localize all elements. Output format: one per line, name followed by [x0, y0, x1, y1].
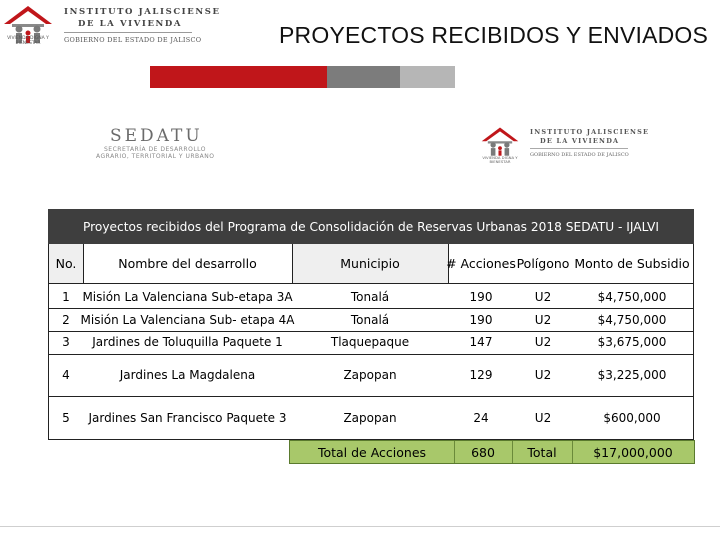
total-poligono: Total [527, 444, 557, 460]
ijalvi-line-2: DE LA VIVIENDA [540, 137, 620, 145]
ijalvi-government: GOBIERNO DEL ESTADO DE JALISCO [530, 152, 629, 158]
row-1-municipio: Tonalá [350, 290, 390, 304]
ijalvi-line-1: INSTITUTO JALISCIENSE [530, 128, 650, 136]
row-1-poligono: U2 [534, 290, 552, 304]
ijalvi-logo-header [0, 0, 221, 50]
header-divider [49, 283, 693, 284]
sedatu-subtitle-2: AGRARIO, TERRITORIAL Y URBANO [96, 153, 215, 160]
row-4-name: Jardines La Magdalena [119, 368, 256, 382]
table-banner: Proyectos recibidos del Programa de Consolidación de Reservas Urbanas 2018 SEDATU - IJALVI [48, 209, 694, 244]
header-band-light-gray [400, 66, 455, 88]
header-name: Nombre del desarrollo [118, 256, 257, 271]
ijalvi-divider [530, 148, 628, 149]
row-3-name: Jardines de Toluquilla Paquete 1 [92, 335, 283, 349]
header-poligono: Polígono [516, 256, 570, 271]
row-3-no: 3 [62, 335, 70, 349]
header-monto: Monto de Subsidio [574, 256, 690, 271]
row-5-municipio: Zapopan [343, 411, 397, 425]
total-acciones: 680 [471, 444, 495, 460]
row-5-poligono: U2 [534, 411, 552, 425]
header-acciones: # Acciones [446, 256, 516, 271]
row-4-municipio: Zapopan [343, 368, 397, 382]
row-2-monto: $4,750,000 [597, 313, 667, 327]
row-1-no: 1 [62, 290, 70, 304]
logo-government: GOBIERNO DEL ESTADO DE JALISCO [64, 36, 202, 44]
row-2-name: Misión La Valenciana Sub- etapa 4A [80, 313, 295, 327]
row-divider [49, 354, 693, 355]
ijalvi-logo [478, 124, 650, 170]
row-4-monto: $3,225,000 [597, 368, 667, 382]
row-1-monto: $4,750,000 [597, 290, 667, 304]
total-row [289, 440, 695, 464]
row-5-acciones: 24 [473, 411, 489, 425]
sedatu-name: SEDATU [110, 126, 203, 146]
row-2-no: 2 [62, 313, 70, 327]
logo-divider [64, 32, 192, 33]
row-2-acciones: 190 [469, 313, 493, 327]
house-family-icon [480, 126, 520, 158]
row-divider [49, 308, 693, 309]
row-3-municipio: Tlaquepaque [330, 335, 410, 349]
logo-institute-name [64, 6, 221, 30]
row-3-poligono: U2 [534, 335, 552, 349]
page-title: PROYECTOS RECIBIDOS Y ENVIADOS [279, 22, 709, 48]
header-band-dark-gray [327, 66, 400, 88]
row-divider [49, 396, 693, 397]
row-2-municipio: Tonalá [350, 313, 390, 327]
row-5-name: Jardines San Francisco Paquete 3 [88, 411, 287, 425]
row-3-monto: $3,675,000 [597, 335, 667, 349]
row-5-no: 5 [62, 411, 70, 425]
row-2-poligono: U2 [534, 313, 552, 327]
ijalvi-institute-name [530, 128, 649, 146]
row-4-acciones: 129 [469, 368, 493, 382]
row-1-acciones: 190 [469, 290, 493, 304]
row-1-name: Misión La Valenciana Sub-etapa 3A [82, 290, 293, 304]
projects-table [48, 244, 694, 440]
row-4-no: 4 [62, 368, 70, 382]
ijalvi-tagline: VIVIENDA DIGNA Y BIENESTAR [482, 155, 518, 165]
footer-rule [0, 526, 720, 527]
header-no: No. [55, 256, 77, 271]
row-5-monto: $600,000 [603, 411, 661, 425]
header-municipio: Municipio [340, 256, 400, 271]
logo-tagline: VIVIENDA DIGNA Y BIENESTAR [7, 36, 49, 46]
row-4-poligono: U2 [534, 368, 552, 382]
total-label: Total de Acciones [317, 444, 427, 460]
logo-line-2: DE LA VIVIENDA [78, 19, 183, 29]
sedatu-logo [96, 126, 226, 162]
logo-line-1: INSTITUTO JALISCIENSE [64, 7, 221, 17]
total-monto: $17,000,000 [593, 444, 673, 460]
sedatu-subtitle-1: SECRETARÍA DE DESARROLLO [104, 146, 207, 153]
row-3-acciones: 147 [469, 335, 493, 349]
header-band-red [150, 66, 327, 88]
